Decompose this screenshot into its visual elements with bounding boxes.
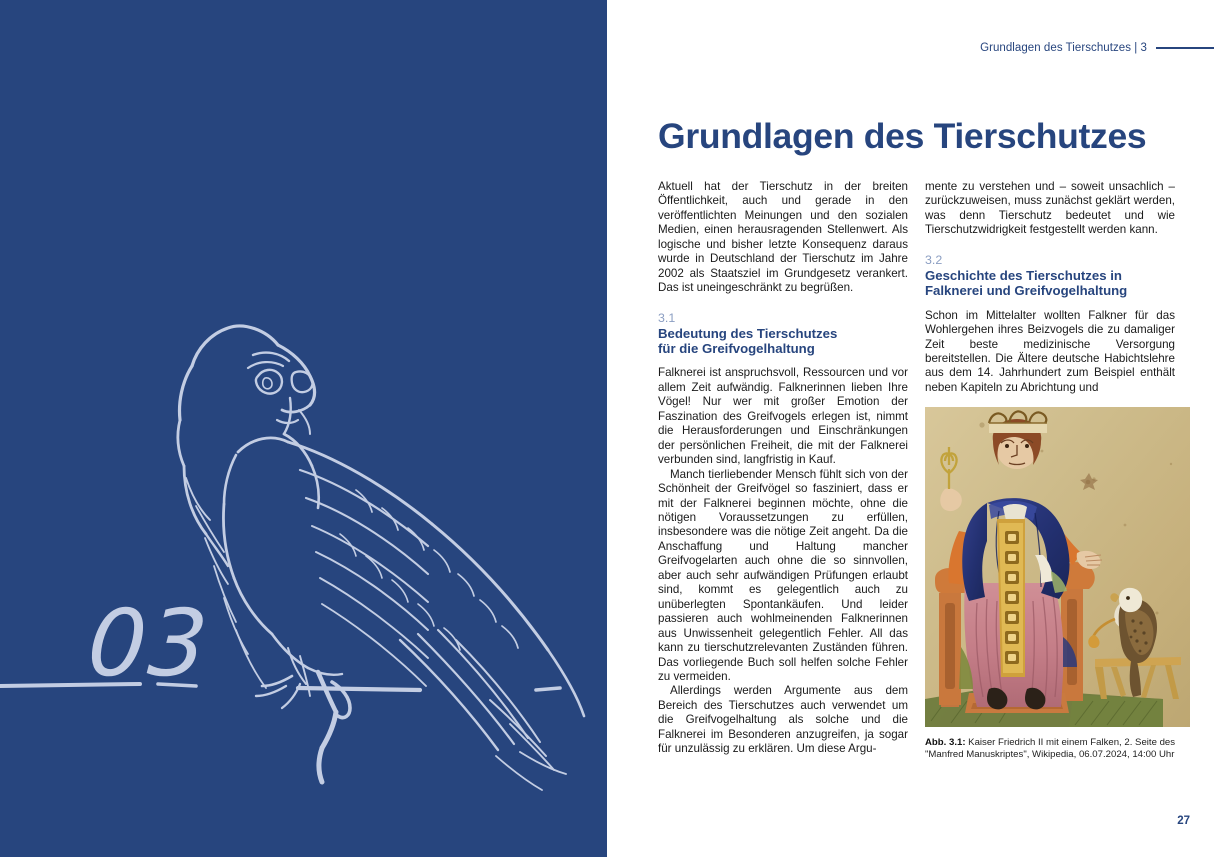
- figure-caption: [925, 737, 1190, 761]
- section-title-3-1-line2: für die Greifvogelhaltung: [658, 341, 815, 357]
- running-head-rule: [1156, 47, 1214, 48]
- continuation-paragraph: mente zu verstehen und – soweit unsachlich – zurückzuweisen, muss zunächst geklärt werden, was denn Tierschutz bedeutet und wie Tierschutzwidrigkeit festgestellt werden kann.: [925, 180, 1175, 237]
- section-number-3-1: 3.1: [658, 310, 676, 325]
- column-right: [925, 180, 1175, 761]
- section-title-3-2: [925, 268, 1175, 299]
- section-number-3-2: 3.2: [925, 252, 943, 267]
- paragraph-1: Falknerei ist anspruchsvoll, Ressourcen und vor allem Zeit aufwändig. Falknerinnen lieben Ihre Vögel! Nur wer mit großer Emotion der Faszination des Greifvogels erlegen ist, nimmt die Herausforderungen und Einschränkungen der persönlichen Freiheit, die mit der Falknerei verbunden sind, langfristig in Kauf.: [658, 366, 908, 467]
- section-title-3-1: [658, 326, 908, 357]
- intro-paragraph: Aktuell hat der Tierschutz in der breiten Öffentlichkeit, auch und gerade in den veröffentlichten Meinungen und den sozialen Medien, einen herausragenden Stellenwert. Als logische und bisher letzte Konsequenz daraus wurde in Deutschland der Tierschutz im Jahre 2002 als Staatsziel im Grundgesetz verankert. Das ist uneingeschränkt zu begrüßen.: [658, 180, 908, 295]
- text-columns: [658, 180, 1191, 810]
- chapter-number: 03: [84, 590, 213, 697]
- page-number: 27: [1177, 815, 1190, 827]
- section-title-3-2-line1: Geschichte des Tierschutzes in: [925, 267, 1122, 283]
- paragraph-3: Allerdings werden Argumente aus dem Bereich des Tierschutzes auch verwendet um die Greifvogelhaltung als solche und die Falknerei im Besonderen anzugreifen, ja sogar für unzulässig zu erklären. Um diese Argu-: [658, 684, 908, 756]
- page-title: Grundlagen des Tierschutzes: [658, 115, 1147, 156]
- running-head-text: Grundlagen des Tierschutzes | 3: [980, 42, 1147, 54]
- figure-caption-label: Abb. 3.1:: [925, 737, 966, 749]
- paragraph-1: Schon im Mittelalter wollten Falkner für das Wohlergehen ihres Beizvogels die zu damaliger Zeit beste medizinische Versorgung bereitstellen. Die Ältere deutsche Habichtslehre aus dem 14. Jahrhundert zum Beispiel enthält neben Kapiteln zu Abrichtung und: [925, 308, 1175, 394]
- figure-3-1: [925, 407, 1190, 761]
- column-left: [658, 180, 908, 757]
- section-title-3-2-line2: Falknerei und Greifvogelhaltung: [925, 283, 1128, 299]
- paragraph-2: Manch tierliebender Mensch fühlt sich von der Schönheit der Greifvögel so fasziniert, dass er mit der Falknerei beginnen möchte, ohne die nötigen Voraussetzungen zu erfüllen, insbesondere was die nötige Zeit angeht. Da die Anschaffung und Haltung mancher Greifvogelarten auch ohne die so sinnvollen, aber auch sehr aufwändigen Prüfungen erlaubt sind, kommt es gelegentlich auch zu unüberlegten Spontankäufen. Und leider passieren auch wohlmeinenden Falknerinnen aus Unwissenheit gelegentlich Fehler. All das kann zu tierschutzrelevanten Zuständen führen. Das vorliegende Buch soll helfen solche Fehler zu vermeiden.: [658, 467, 908, 683]
- section-title-3-1-line1: Bedeutung des Tierschutzes: [658, 325, 838, 341]
- content-page: [607, 0, 1214, 857]
- manuscript-illumination-image: [925, 407, 1190, 727]
- figure-caption-text: Kaiser Friedrich II mit einem Falken, 2. Seite des "Manfred Manuskriptes", Wikipedia, 06.07.2024, 14:00 Uhr: [925, 737, 1176, 761]
- running-head: [980, 42, 1190, 54]
